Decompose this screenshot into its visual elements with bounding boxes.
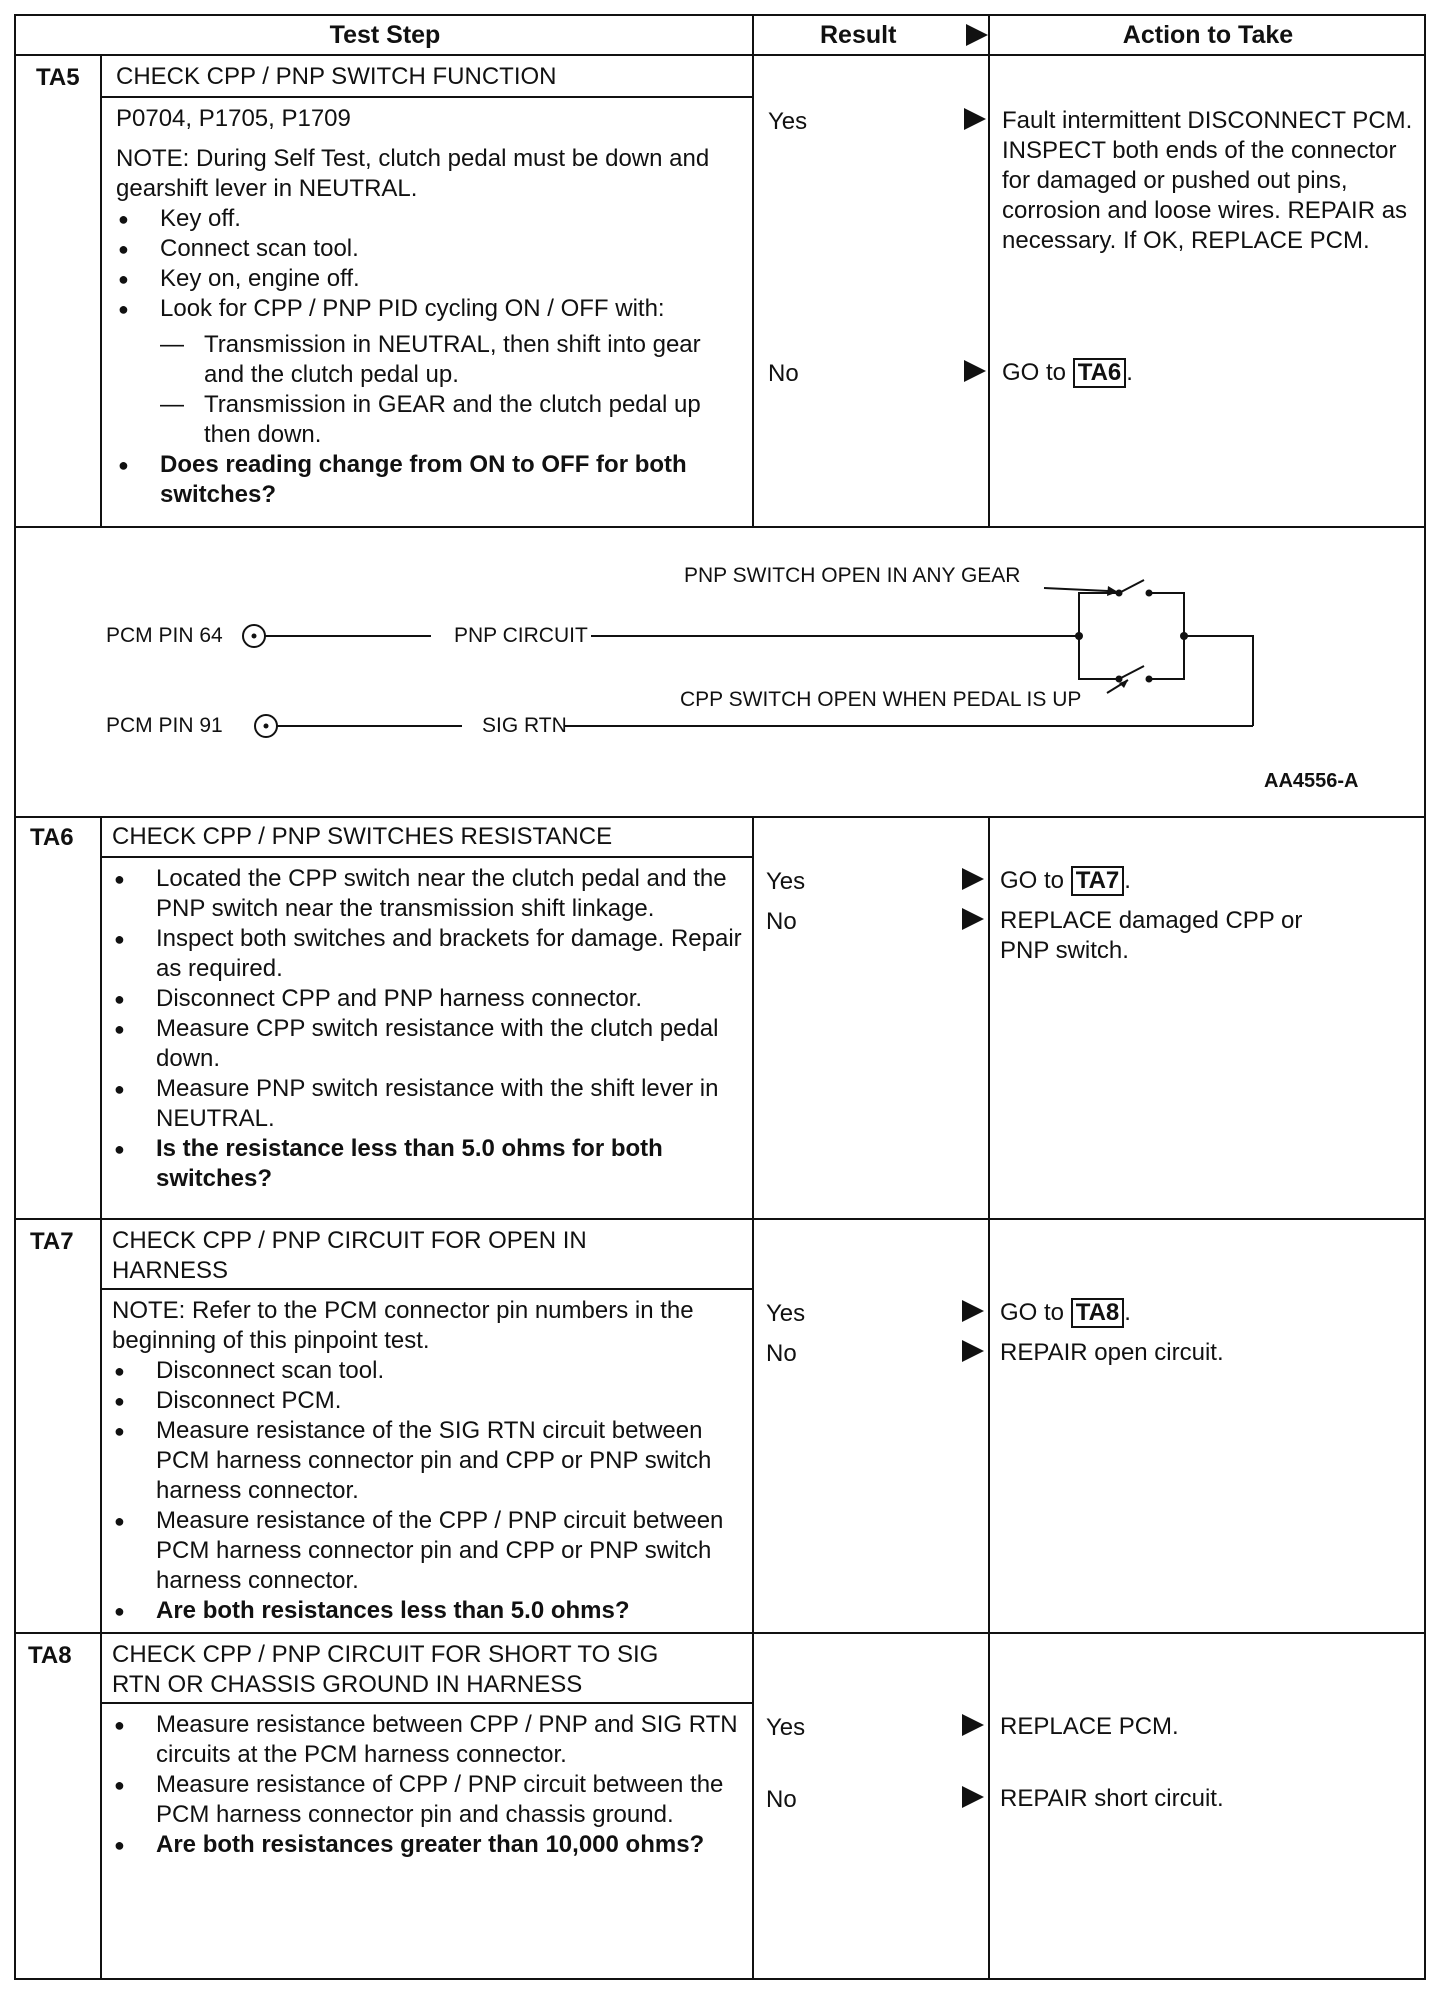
list-item: ● Key on, engine off. — [116, 264, 746, 294]
ta7-no: No — [766, 1340, 797, 1367]
ta8-no-action: REPAIR short circuit. — [1000, 1785, 1224, 1812]
ta7-bullets — [112, 1356, 748, 1626]
list-item: ● Measure resistance of the SIG RTN circuit between PCM harness connector pin and CPP or PNP switch harness connector. — [112, 1416, 748, 1506]
ta7-note: NOTE: Refer to the PCM connector pin numbers in the beginning of this pinpoint test. — [112, 1297, 694, 1354]
list-item: ● Measure CPP switch resistance with the clutch pedal down. — [112, 1014, 748, 1074]
ta6-yes-action-ref[interactable]: TA7 — [1071, 866, 1125, 896]
ta8-no: No — [766, 1786, 797, 1813]
ta8-yes: Yes — [766, 1714, 806, 1741]
ta5-codes: P0704, P1705, P1709 — [116, 105, 351, 132]
ta5-no-arrow-icon — [964, 360, 986, 382]
cpp-switch-label: CPP SWITCH OPEN WHEN PEDAL IS UP — [680, 688, 1082, 711]
ta7-yes-action-prefix: GO to — [1000, 1299, 1065, 1326]
ta8-bullets — [112, 1710, 748, 1860]
ta6-question: ● Is the resistance less than 5.0 ohms for both switches? — [112, 1134, 748, 1194]
list-item: ● Measure resistance between CPP / PNP and SIG RTN circuits at the PCM harness connector. — [112, 1710, 748, 1770]
ta7-yes-action-suffix: . — [1124, 1299, 1131, 1326]
ta5-yes: Yes — [768, 108, 808, 135]
ta5-yes-action: Fault intermittent DISCONNECT PCM. INSPECT both ends of the connector for damaged or pushed out pins, corrosion and loose wires. REPAIR as necessary. If OK, REPLACE PCM. — [1002, 107, 1413, 254]
ta6-yes: Yes — [766, 868, 806, 895]
step-id-ta6: TA6 — [30, 824, 74, 851]
ta7-yes-action-ref[interactable]: TA8 — [1071, 1298, 1125, 1328]
ta6-yes-arrow-icon — [962, 868, 984, 890]
step-title-ta6: CHECK CPP / PNP SWITCHES RESISTANCE — [112, 823, 613, 850]
ta5-no: No — [768, 360, 799, 387]
list-item: — Transmission in GEAR and the clutch pedal up then down. — [160, 390, 746, 450]
figure-id: AA4556-A — [1264, 770, 1359, 792]
ta8-no-arrow-icon — [962, 1786, 984, 1808]
pnp-switch-label: PNP SWITCH OPEN IN ANY GEAR — [684, 564, 1021, 587]
step-title-ta5: CHECK CPP / PNP SWITCH FUNCTION — [116, 63, 557, 90]
header-arrow-icon — [966, 24, 988, 46]
ta8-yes-arrow-icon — [962, 1714, 984, 1736]
ta5-note: NOTE: During Self Test, clutch pedal must be down and gearshift lever in NEUTRAL. — [116, 145, 710, 202]
list-item: ● Measure PNP switch resistance with the shift lever in NEUTRAL. — [112, 1074, 748, 1134]
ta6-body — [112, 864, 748, 1194]
ta8-body — [112, 1710, 748, 1860]
ta7-yes-action — [1000, 1298, 1131, 1328]
list-item: ● Key off. — [116, 204, 746, 234]
step-title-ta8: CHECK CPP / PNP CIRCUIT FOR SHORT TO SIG RTN OR CHASSIS GROUND IN HARNESS — [112, 1641, 659, 1698]
ta6-yes-action — [1000, 866, 1131, 896]
list-item: — Transmission in NEUTRAL, then shift into gear and the clutch pedal up. — [160, 330, 746, 390]
ta6-no: No — [766, 908, 797, 935]
test-table — [14, 14, 1426, 1980]
pnp-circuit-label: PNP CIRCUIT — [454, 624, 588, 647]
pin64-label: PCM PIN 64 — [106, 624, 223, 647]
step-id-ta8: TA8 — [28, 1642, 72, 1669]
list-item: ● Disconnect PCM. — [112, 1386, 748, 1416]
list-item: ● Disconnect CPP and PNP harness connector. — [112, 984, 748, 1014]
ta7-yes: Yes — [766, 1300, 806, 1327]
ta7-no-arrow-icon — [962, 1340, 984, 1362]
ta5-question-list — [116, 450, 746, 510]
list-item: ● Located the CPP switch near the clutch pedal and the PNP switch near the transmission shift linkage. — [112, 864, 748, 924]
list-item: ● Look for CPP / PNP PID cycling ON / OFF with: — [116, 294, 746, 324]
list-item: ● Connect scan tool. — [116, 234, 746, 264]
ta5-no-action-ref[interactable]: TA6 — [1073, 358, 1127, 388]
pin91-label: PCM PIN 91 — [106, 714, 223, 737]
ta5-yes-arrow-icon — [964, 108, 986, 130]
header-result — [754, 16, 990, 56]
ta8-yes-action: REPLACE PCM. — [1000, 1713, 1179, 1740]
ta7-yes-arrow-icon — [962, 1300, 984, 1322]
ta8-question: ● Are both resistances greater than 10,000 ohms? — [112, 1830, 748, 1860]
list-item: ● Disconnect scan tool. — [112, 1356, 748, 1386]
ta5-bullets — [116, 204, 746, 324]
ta7-body — [112, 1296, 748, 1626]
header-result-label: Result — [820, 20, 897, 49]
ta5-no-action — [1002, 358, 1133, 388]
list-item: ● Measure resistance of the CPP / PNP circuit between PCM harness connector pin and CPP or PNP switch harness connector. — [112, 1506, 748, 1596]
ta5-no-action-prefix: GO to — [1002, 359, 1067, 386]
ta5-no-action-suffix: . — [1126, 359, 1133, 386]
header-action: Action to Take — [990, 16, 1426, 56]
step-title-ta7: CHECK CPP / PNP CIRCUIT FOR OPEN IN HARNESS — [112, 1227, 587, 1284]
list-item: ● Measure resistance of CPP / PNP circuit between the PCM harness connector pin and chassis ground. — [112, 1770, 748, 1830]
ta5-question: ● Does reading change from ON to OFF for both switches? — [116, 450, 746, 510]
header-test-step: Test Step — [16, 16, 754, 56]
ta6-no-arrow-icon — [962, 908, 984, 930]
ta7-question: ● Are both resistances less than 5.0 ohms? — [112, 1596, 748, 1626]
ta5-body — [116, 104, 746, 510]
list-item: ● Inspect both switches and brackets for damage. Repair as required. — [112, 924, 748, 984]
wiring-diagram — [16, 528, 1424, 816]
ta6-yes-action-prefix: GO to — [1000, 867, 1065, 894]
ta6-yes-action-suffix: . — [1124, 867, 1131, 894]
ta6-no-action: REPLACE damaged CPP or PNP switch. — [1000, 907, 1303, 964]
sig-rtn-label: SIG RTN — [482, 714, 567, 737]
step-id-ta7: TA7 — [30, 1228, 74, 1255]
step-id-ta5: TA5 — [36, 64, 80, 91]
cpp-switch-blade — [1119, 666, 1144, 679]
ta7-no-action: REPAIR open circuit. — [1000, 1339, 1224, 1366]
pnp-switch-blade — [1119, 580, 1144, 593]
ta6-bullets — [112, 864, 748, 1194]
ta5-dashes — [160, 330, 746, 450]
